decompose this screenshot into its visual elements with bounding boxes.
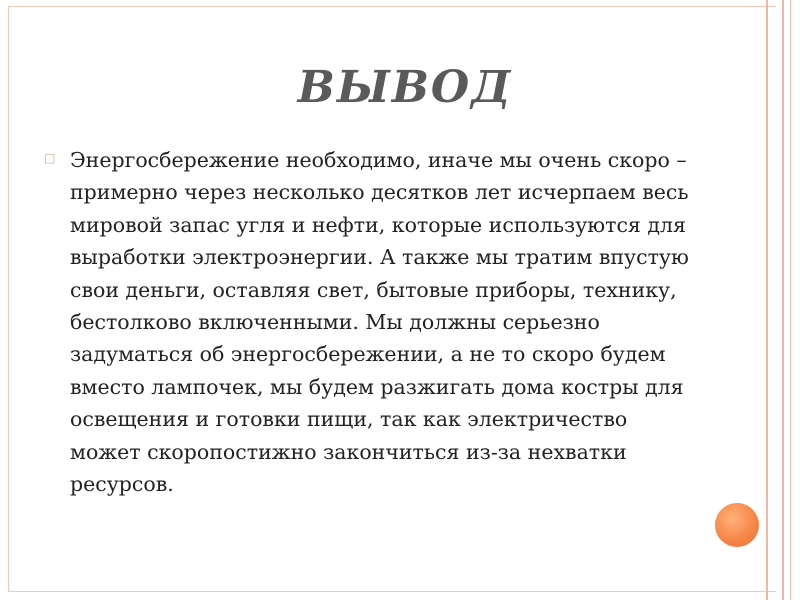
bullet-marker-icon: □ <box>44 151 56 165</box>
slide-title: ВЫВОД <box>297 62 513 113</box>
bullet-text: Энергосбережение необходимо, иначе мы очень скоро – примерно через несколько десятков лет исчерпаем весь мировой запас угля и нефти, которые используются для выработки электроэнергии. А также мы тратим впустую свои деньги, оставляя свет, бытовые приборы, технику, бестолково включенными. Мы должны серьезно задуматься об энергосбережении, а не то скоро будем вместо лампочек, мы будем разжигать дома костры для освещения и готовки пищи, так как электричество может скоропостижно закончиться из-за нехватки ресурсов. <box>70 148 689 497</box>
decorative-circle-fill <box>715 503 759 547</box>
frame-top-line <box>8 6 776 7</box>
bullet-list-item <box>44 144 704 500</box>
decorative-circle-icon <box>709 497 765 553</box>
frame-bottom-line <box>8 591 776 592</box>
